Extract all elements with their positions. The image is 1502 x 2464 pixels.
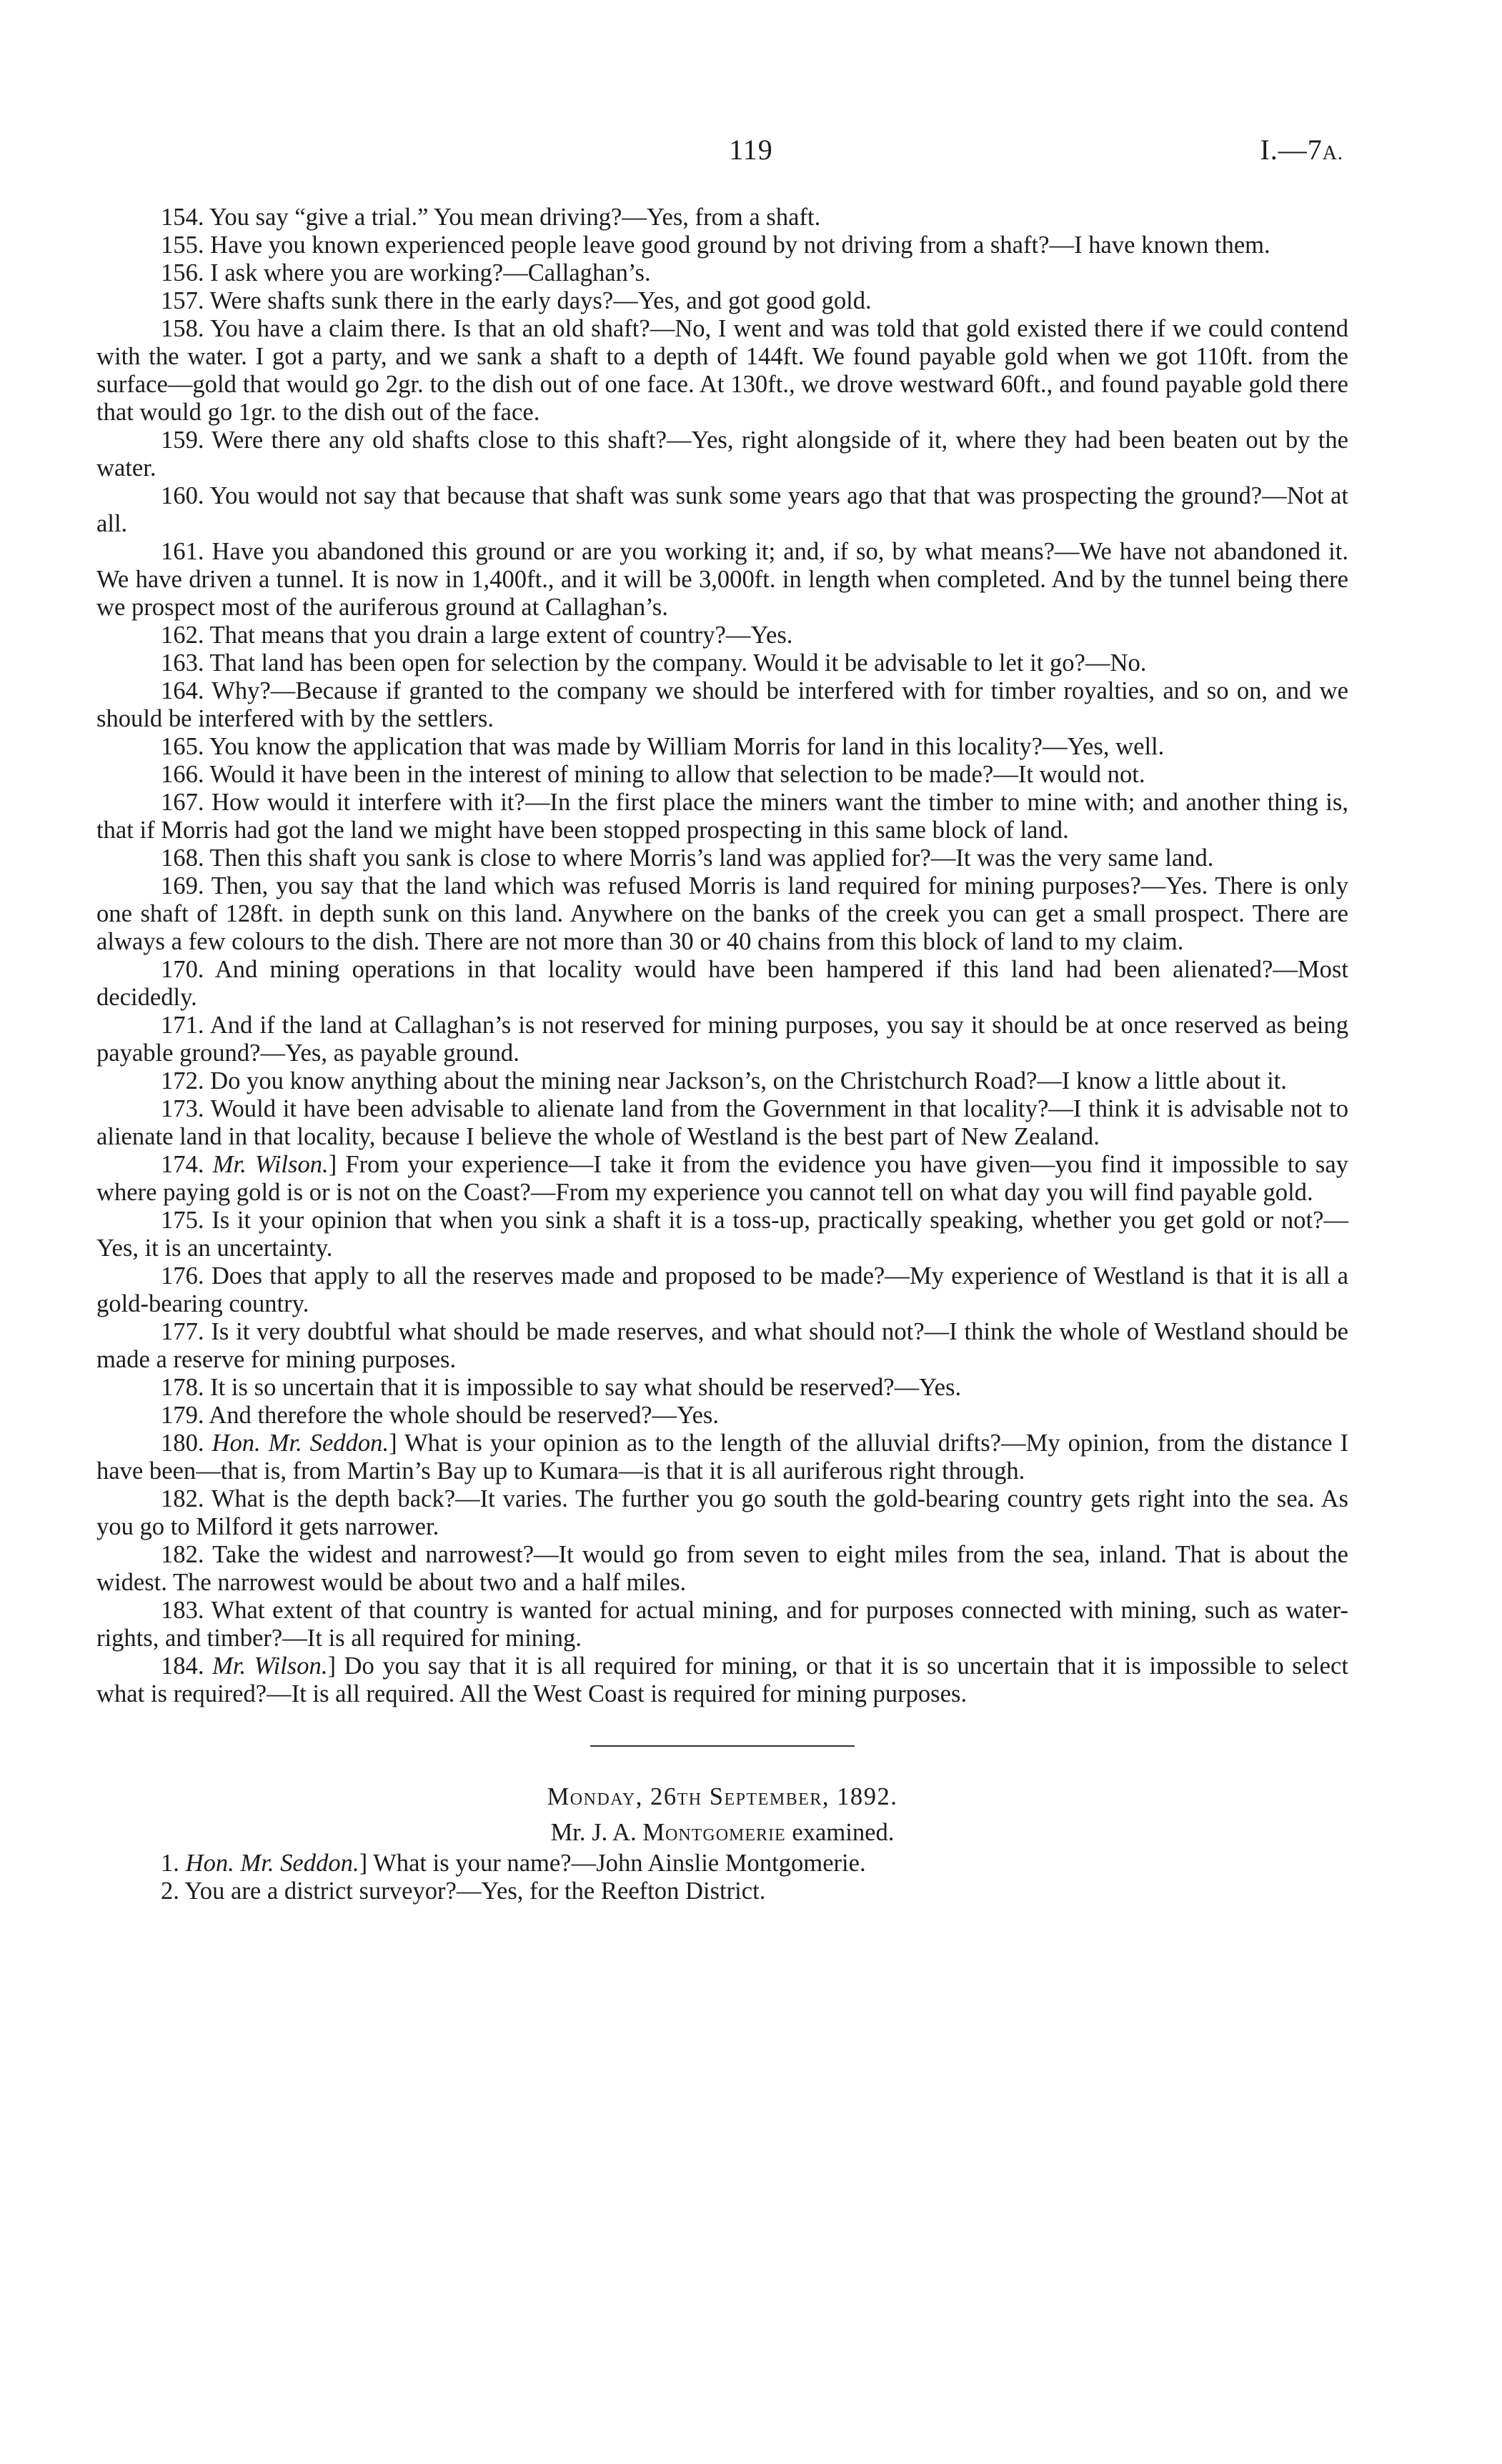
page-number: 119 [729, 134, 773, 166]
question-2: 2. You are a district surveyor?—Yes, for the Reefton District. [161, 1877, 766, 1905]
question-170: 170. And mining operations in that locality would have been hampered if this land had been alienated?—Most decidedly. [96, 956, 1348, 1011]
question-179: 179. And therefore the whole should be reserved?—Yes. [161, 1402, 720, 1429]
question-154: 154. You say “give a trial.” You mean driving?—Yes, from a shaft. [161, 204, 821, 231]
question-178: 178. It is so uncertain that it is impossible to say what should be reserved?—Yes. [161, 1374, 962, 1401]
question-180: 180. Hon. Mr. Seddon.] What is your opinion as to the length of the alluvial drifts?—My opinion, from the distance I have been—that is, from Martin’s Bay up to Kumara—is that it is all auriferous right through. [96, 1430, 1348, 1485]
question-171: 171. And if the land at Callaghan’s is not reserved for mining purposes, you say it should be at once reserved as being payable ground?—Yes, as payable ground. [96, 1012, 1348, 1067]
witness-surname: Montgomerie [642, 1819, 786, 1846]
question-173: 173. Would it have been advisable to alienate land from the Government in that locality?—I think it is advisable not to alienate land in that locality, because I believe the whole of Westland is the best part of New Zealand. [96, 1095, 1348, 1150]
question-number: 180. [161, 1430, 204, 1457]
question-165: 165. You know the application that was made by William Morris for land in this locality?—Yes, well. [161, 733, 1165, 760]
question-175: 175. Is it your opinion that when you sink a shaft it is a toss-up, practically speaking, whether you get gold or not?—Yes, it is an uncertainty. [96, 1207, 1348, 1262]
question-text: What is your name?—John Ainslie Montgomerie. [373, 1850, 866, 1877]
question-160: 160. You would not say that because that shaft was sunk some years ago that that was prospecting the ground?—Not at all. [96, 482, 1348, 537]
witness-status: examined. [792, 1819, 895, 1846]
question-text: What is your opinion as to the length of the alluvial drifts?—My opinion, from the distance I have been—that is, from Martin’s Bay up to Kumara—is that it is all auriferous right through. [96, 1430, 1348, 1485]
question-183: 183. What extent of that country is wanted for actual mining, and for purposes connected with mining, such as water-rights, and timber?—It is all required for mining. [96, 1597, 1348, 1652]
question-182-width: 182. Take the widest and narrowest?—It would go from seven to eight miles from the sea, inland. That is about the widest. The narrowest would be about two and a half miles. [96, 1541, 1348, 1596]
question-157: 157. Were shafts sunk there in the early days?—Yes, and got good gold. [161, 287, 872, 314]
question-167: 167. How would it interfere with it?—In the first place the miners want the timber to mine with; and another thing is, that if Morris had got the land we might have been stopped prospecting in this same block of land. [96, 789, 1348, 844]
question-159: 159. Were there any old shafts close to this shaft?—Yes, right alongside of it, where they had been beaten out by the water. [96, 427, 1348, 482]
speaker-name: Mr. Wilson. [212, 1652, 328, 1680]
question-164: 164. Why?—Because if granted to the company we should be interfered with for timber royalties, and so on, and we should be interfered with by the settlers. [96, 677, 1348, 732]
question-number: 184. [161, 1652, 204, 1680]
question-184: 184. Mr. Wilson.] Do you say that it is all required for mining, or that it is so uncertain that it is impossible to select what is required?—It is all required. All the West Coast is required for mining purposes. [96, 1652, 1348, 1707]
document-reference [1260, 133, 1343, 166]
question-163: 163. That land has been open for selection by the company. Would it be advisable to let it go?—No. [161, 649, 1147, 677]
speaker-name: Hon. Mr. Seddon. [212, 1430, 389, 1457]
question-number: 1. [161, 1850, 179, 1877]
document-reference-main: I.—7 [1260, 134, 1323, 166]
question-156: 156. I ask where you are working?—Callaghan’s. [161, 259, 651, 286]
question-177: 177. Is it very doubtful what should be made reserves, and what should not?—I think the whole of Westland should be made a reserve for mining purposes. [96, 1318, 1348, 1373]
speaker-name: Mr. Wilson. [212, 1151, 329, 1178]
question-172: 172. Do you know anything about the mining near Jackson’s, on the Christchurch Road?—I know a little about it. [161, 1067, 1287, 1094]
speaker-name: Hon. Mr. Seddon. [185, 1850, 359, 1877]
question-155: 155. Have you known experienced people leave good ground by not driving from a shaft?—I have known them. [161, 231, 1270, 259]
question-182-depth: 182. What is the depth back?—It varies. The further you go south the gold-bearing country gets right into the sea. As you go to Milford it gets narrower. [96, 1485, 1348, 1540]
question-169: 169. Then, you say that the land which was refused Morris is land required for mining purposes?—Yes. There is only one shaft of 128ft. in depth sunk on this land. Anywhere on the banks of the creek you can get a small prospect. There are always a few colours to the dish. There are not more than 30 or 40 chains from this block of land to my claim. [96, 872, 1348, 955]
section-divider [590, 1745, 855, 1747]
question-text: From your experience—I take it from the evidence you have given—you find it impossible to say where paying gold is or is not on the Coast?—From my experience you cannot tell on what day you will find payable gold. [96, 1151, 1348, 1206]
question-1: 1. Hon. Mr. Seddon.] What is your name?—John Ainslie Montgomerie. [161, 1850, 866, 1877]
document-reference-suffix: A. [1322, 142, 1343, 164]
question-166: 166. Would it have been in the interest of mining to allow that selection to be made?—It would not. [161, 761, 1145, 788]
question-number: 174. [161, 1151, 204, 1178]
question-text: Do you say that it is all required for mining, or that it is so uncertain that it is impossible to select what is required?—It is all required. All the West Coast is required for mining purposes. [96, 1652, 1348, 1707]
question-161: 161. Have you abandoned this ground or are you working it; and, if so, by what means?—We have not abandoned it. We have driven a tunnel. It is now in 1,400ft., and it will be 3,000ft. in length when completed. And by the tunnel being there we prospect most of the auriferous ground at Callaghan’s. [96, 538, 1348, 621]
question-174: 174. Mr. Wilson.] From your experience—I take it from the evidence you have given—you find it impossible to say where paying gold is or is not on the Coast?—From my experience you cannot tell on what day you will find payable gold. [96, 1151, 1348, 1206]
question-162: 162. That means that you drain a large extent of country?—Yes. [161, 622, 793, 649]
question-168: 168. Then this shaft you sank is close to where Morris’s land was applied for?—It was the very same land. [161, 844, 1214, 872]
evidence-body [96, 204, 1348, 1905]
witness-heading [96, 1818, 1348, 1847]
question-158: 158. You have a claim there. Is that an old shaft?—No, I went and was told that gold existed there if we could contend with the water. I got a party, and we sank a shaft to a depth of 144ft. We found payable gold when we got 110ft. from the surface—gold that would go 2gr. to the dish out of one face. At 130ft., we drove westward 60ft., and found payable gold there that would go 1gr. to the dish out of the face. [96, 315, 1348, 426]
witness-initials: Mr. J. A. [550, 1819, 637, 1846]
session-date-heading: Monday, 26th September, 1892. [547, 1783, 898, 1810]
question-176: 176. Does that apply to all the reserves made and proposed to be made?—My experience of Westland is that it is all a gold-bearing country. [96, 1262, 1348, 1317]
